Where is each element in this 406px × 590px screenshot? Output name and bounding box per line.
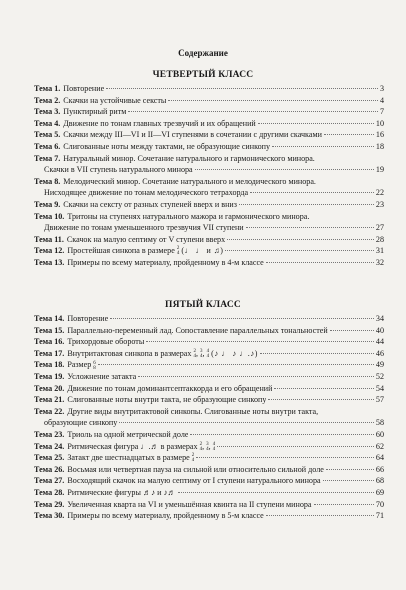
time-signature (207, 349, 210, 359)
entry-number: Тема 24. (34, 441, 65, 451)
entry-number: Тема 17. (34, 348, 65, 358)
time-denominator: 8 (93, 365, 96, 371)
time-numerator: 2 (193, 348, 196, 354)
section-title-grade-4: ЧЕТВЕРТЫЙ КЛАСС (152, 70, 254, 80)
entry-title (63, 153, 315, 165)
time-signature (177, 246, 180, 256)
time-numerator: 4 (206, 348, 210, 354)
toc-entry[interactable] (34, 429, 384, 441)
dot-leader (106, 88, 378, 89)
entry-number: Тема 18. (34, 360, 65, 370)
entry-page-number: 71 (375, 511, 384, 521)
entry-page-number: 68 (375, 476, 384, 486)
time-signature (213, 442, 216, 452)
toc-entry[interactable] (34, 371, 384, 383)
toc-entry[interactable] (34, 129, 384, 141)
entry-title-text: Скачки на устойчивые сексты (63, 95, 167, 105)
entry-title (67, 394, 266, 406)
entry-number: Тема 10. (34, 211, 65, 221)
dot-leader (324, 134, 374, 135)
time-signature (200, 349, 203, 359)
entry-page-number: 40 (375, 325, 384, 335)
entry-title (67, 383, 272, 395)
entry-title-text: Скачок на малую септиму от V ступени вверх (66, 234, 226, 244)
entry-page-number: 60 (375, 429, 384, 439)
entry-number: Тема 29. (34, 499, 65, 509)
entry-number: Тема 9. (34, 199, 61, 209)
toc-entry[interactable] (34, 383, 384, 395)
entry-title (67, 475, 320, 487)
time-denominator: 4 (206, 446, 209, 452)
toc-entry[interactable] (34, 464, 384, 476)
rhythm-notes: (♪ ♩ ♪ ♩.♪) (211, 348, 258, 358)
entry-page-number: 58 (375, 418, 384, 428)
toc-entry[interactable] (34, 234, 384, 246)
entry-page-number: 46 (375, 348, 384, 358)
toc-entry-continuation (34, 222, 384, 234)
section-title-grade-5: ПЯТЫЙ КЛАСС (165, 300, 241, 310)
entry-title (63, 106, 126, 118)
entry-title (67, 325, 327, 337)
entry-page-number: 70 (375, 499, 384, 509)
entry-page-number: 27 (375, 223, 384, 233)
dot-leader (190, 434, 373, 435)
entry-number: Тема 23. (34, 429, 65, 439)
time-denominator: 4 (193, 353, 196, 359)
time-numerator: 3 (200, 348, 203, 354)
entry-title-text: Увеличенная кварта на VI и уменьшённая квинта на II ступени минора (67, 499, 312, 509)
entry-title (67, 359, 95, 371)
entry-page-number: 44 (375, 337, 384, 347)
entry-number: Тема 28. (34, 487, 65, 497)
dot-leader (266, 262, 374, 263)
entry-page-number: 62 (375, 441, 384, 451)
entry-title (67, 257, 263, 269)
entry-page-number: 57 (375, 395, 384, 405)
entry-title-text: Повторение (63, 84, 105, 93)
dot-leader (128, 111, 378, 112)
entry-number: Тема 7. (34, 153, 61, 163)
entry-title (63, 141, 270, 153)
toc-entry[interactable] (34, 118, 384, 130)
time-numerator: 6 (93, 360, 96, 366)
entry-number: Тема 11. (34, 234, 64, 244)
entry-number: Тема 3. (34, 107, 61, 117)
time-denominator: 4 (206, 353, 210, 359)
entry-title (67, 452, 194, 464)
toc-entry[interactable] (34, 499, 384, 511)
entry-title-text: Простейшая синкопа в размере (67, 246, 175, 256)
toc-entry[interactable] (34, 359, 384, 371)
toc-entry[interactable] (34, 406, 384, 418)
dot-leader (110, 318, 374, 319)
entry-title-text: Ритмические фигуры ♬♪ и ♪♬ (67, 487, 176, 497)
entry-number: Тема 13. (34, 257, 65, 267)
entry-title-text: Затакт две шестнадцатых в размере (67, 453, 190, 463)
entry-title-text: Пунктирный ритм (63, 107, 127, 117)
entry-title (63, 95, 166, 107)
entry-title: Ритмическая фигура ♩.♬ в размерах 2 4, 3 4, 4 4 (67, 441, 216, 452)
entry-page-number: 10 (375, 118, 384, 128)
entry-title (67, 510, 263, 522)
dot-leader (266, 515, 374, 516)
dot-leader (195, 169, 374, 170)
entry-title-text: Слигованные ноты внутри такта, не образующие синкопу (67, 395, 267, 405)
entry-page-number: 16 (375, 130, 384, 140)
toc-entry[interactable] (34, 325, 384, 337)
entry-title (63, 129, 322, 141)
entry-number: Тема 4. (34, 118, 61, 128)
toc-entry[interactable] (34, 441, 384, 453)
entry-title-text: Мелодический минор. Сочетание натурального и мелодического минора. (63, 176, 316, 186)
entry-number: Тема 16. (34, 337, 65, 347)
entry-page-number: 31 (375, 246, 384, 256)
dot-leader (323, 480, 374, 481)
entry-title (63, 199, 237, 211)
entry-page-number: 18 (375, 141, 384, 151)
toc-entry[interactable] (34, 336, 384, 348)
dot-leader (227, 239, 374, 240)
entry-number: Тема 22. (34, 406, 65, 416)
time-denominator: 4 (199, 446, 203, 452)
toc-entry[interactable] (34, 106, 384, 118)
entry-number: Тема 26. (34, 464, 65, 474)
toc-entry-continuation (34, 187, 384, 199)
toc-entry[interactable] (34, 257, 384, 269)
entry-page-number: 7 (379, 107, 384, 117)
toc-entry[interactable] (34, 95, 384, 107)
toc-list-grade-5 (34, 313, 384, 522)
entry-page-number: 64 (375, 453, 384, 463)
toc-entry[interactable] (34, 348, 384, 360)
toc-entry[interactable] (34, 153, 384, 165)
time-denominator: 4 (212, 446, 216, 452)
dot-leader (168, 100, 378, 101)
toc-entry[interactable] (34, 394, 384, 406)
time-denominator: 4 (176, 251, 180, 257)
entry-title-continued: Движение по тонам уменьшенного трезвучия VII ступени (44, 223, 244, 233)
entry-title-text: Восьмая или четвертная пауза на сильной или относительно сильной доле (67, 464, 324, 474)
entry-page-number: 34 (375, 314, 384, 323)
toc-entry[interactable] (34, 245, 384, 257)
entry-title (67, 499, 311, 511)
time-denominator: 4 (200, 353, 203, 359)
entry-page-number: 69 (375, 487, 384, 497)
toc-entry-continuation (34, 164, 384, 176)
time-signature (193, 349, 196, 359)
entry-number: Тема 14. (34, 314, 65, 323)
entry-number: Тема 5. (34, 130, 61, 140)
entry-title: Внутритактовая синкопа в размерах 2 4, 3 4, 4 4 (♪ ♩ ♪ ♩.♪) (67, 348, 258, 359)
time-numerator: 2 (191, 453, 195, 459)
entry-page-number: 52 (375, 371, 384, 381)
dot-leader (260, 353, 374, 354)
entry-title (67, 429, 188, 441)
entry-title-text: Усложнение затакта (67, 371, 137, 381)
entry-page-number: 49 (375, 360, 384, 370)
entry-number: Тема 6. (34, 141, 61, 151)
entry-title (67, 371, 136, 383)
entry-number: Тема 25. (34, 453, 65, 463)
dot-leader (225, 250, 373, 251)
entry-title-text: Скачки между III—VI и II—VI ступенями в сочетании с другими скачками (63, 130, 322, 140)
time-numerator: 2 (176, 246, 180, 252)
time-signature (206, 442, 209, 452)
entry-title (67, 336, 144, 348)
entry-title-text: Повторение (67, 314, 109, 323)
entry-title-text: Скачки на сексту от разных ступеней вверх и вниз (63, 199, 237, 209)
time-signature (93, 361, 96, 371)
entry-page-number: 66 (375, 464, 384, 474)
dot-leader (250, 192, 374, 193)
entry-page-number: 23 (375, 199, 384, 209)
entry-title (63, 118, 255, 130)
entry-number: Тема 20. (34, 383, 65, 393)
page-title: Содержание (178, 48, 228, 58)
time-denominator: 4 (191, 458, 195, 464)
entry-number: Тема 30. (34, 511, 65, 521)
entry-title (67, 234, 225, 246)
entry-number: Тема 1. (34, 84, 61, 93)
entry-number: Тема 2. (34, 95, 61, 105)
entry-title-text: Другие виды внутритактовой синкопы. Слигованные ноты внутри такта, (67, 406, 319, 416)
entry-title (67, 406, 318, 418)
dot-leader (138, 376, 374, 377)
entry-number: Тема 15. (34, 325, 65, 335)
entry-title (63, 176, 316, 188)
entry-title-continued: образующие синкопу (44, 418, 118, 428)
dot-leader (119, 422, 374, 423)
dot-leader (314, 504, 374, 505)
time-signature (192, 453, 195, 463)
time-numerator: 4 (212, 441, 216, 447)
entry-title-continued: Нисходящее движение по тонам мелодического тетрахорда (44, 188, 249, 198)
entry-page-number: 19 (375, 165, 384, 175)
dot-leader (272, 146, 374, 147)
entry-title-text: Восходящий скачок на малую септиму от I ступени натурального минора (67, 476, 321, 486)
entry-title (63, 83, 104, 95)
entry-number: Тема 21. (34, 395, 65, 405)
toc-entry[interactable] (34, 452, 384, 464)
dot-leader (196, 457, 374, 458)
rhythm-notes: (♩ ♩ и ♫) (181, 246, 224, 256)
entry-page-number: 4 (379, 95, 384, 105)
toc-entry[interactable] (34, 313, 384, 325)
entry-title (67, 211, 309, 223)
entry-title-text: Параллельно-переменный лад. Сопоставление параллельных тональностей (67, 325, 328, 335)
time-numerator: 3 (206, 441, 209, 447)
toc-entry-continuation (34, 417, 384, 429)
dot-leader (326, 469, 374, 470)
dot-leader (239, 204, 374, 205)
entry-title-text: Слигованные ноты между тактами, не образующие синкопу (63, 141, 271, 151)
dot-leader (274, 388, 373, 389)
toc-entry[interactable] (34, 211, 384, 223)
entry-number: Тема 8. (34, 176, 61, 186)
dot-leader (258, 123, 374, 124)
dot-leader (146, 341, 374, 342)
toc-entry[interactable] (34, 475, 384, 487)
time-numerator: 2 (199, 441, 203, 447)
entry-title-continued: Скачки в VII ступень натурального минора (44, 165, 193, 175)
toc-entry[interactable] (34, 487, 384, 499)
entry-title-text: Размер (67, 360, 92, 370)
entry-title-text: Триоль на одной метрической доле (67, 429, 189, 439)
entry-title-text: Внутритактовая синкопа в размерах (67, 348, 192, 358)
toc-list-grade-4 (34, 83, 384, 269)
dot-leader (217, 446, 374, 447)
dot-leader (246, 227, 374, 228)
dot-leader (178, 492, 374, 493)
dot-leader (330, 330, 374, 331)
entry-title-text: Ритмическая фигура ♩.♬ в размерах (67, 441, 198, 451)
toc-entry[interactable] (34, 83, 384, 95)
toc-entry[interactable] (34, 176, 384, 188)
entry-title (67, 245, 223, 257)
entry-page-number: 28 (375, 234, 384, 244)
entry-title-text: Примеры по всему материалу, пройденному в 5-м классе (67, 511, 264, 521)
dot-leader (268, 399, 374, 400)
entry-title (67, 487, 175, 499)
entry-page-number: 32 (375, 257, 384, 267)
entry-title-text: Примеры по всему материалу, пройденному в 4-м классе (67, 257, 264, 267)
toc-entry[interactable] (34, 141, 384, 153)
toc-entry[interactable] (34, 199, 384, 211)
entry-title (67, 313, 108, 325)
entry-title-text: Трихордовые обороты (67, 337, 145, 347)
entry-page-number: 54 (375, 383, 384, 393)
entry-number: Тема 12. (34, 246, 65, 256)
entry-title-text: Движение по тонам главных трезвучий и их обращений (63, 118, 256, 128)
dot-leader (98, 364, 374, 365)
entry-title-text: Движение по тонам доминантсептаккорда и его обращений (67, 383, 273, 393)
entry-number: Тема 19. (34, 371, 65, 381)
toc-entry[interactable] (34, 510, 384, 522)
entry-number: Тема 27. (34, 476, 65, 486)
entry-page-number: 3 (379, 84, 384, 93)
entry-title (67, 464, 324, 476)
time-signature (200, 442, 203, 452)
entry-title-text: Тритоны на ступенях натурального мажора и гармонического минора. (67, 211, 310, 221)
entry-title-text: Натуральный минор. Сочетание натурального и гармонического минора. (63, 153, 315, 163)
entry-page-number: 22 (375, 188, 384, 198)
